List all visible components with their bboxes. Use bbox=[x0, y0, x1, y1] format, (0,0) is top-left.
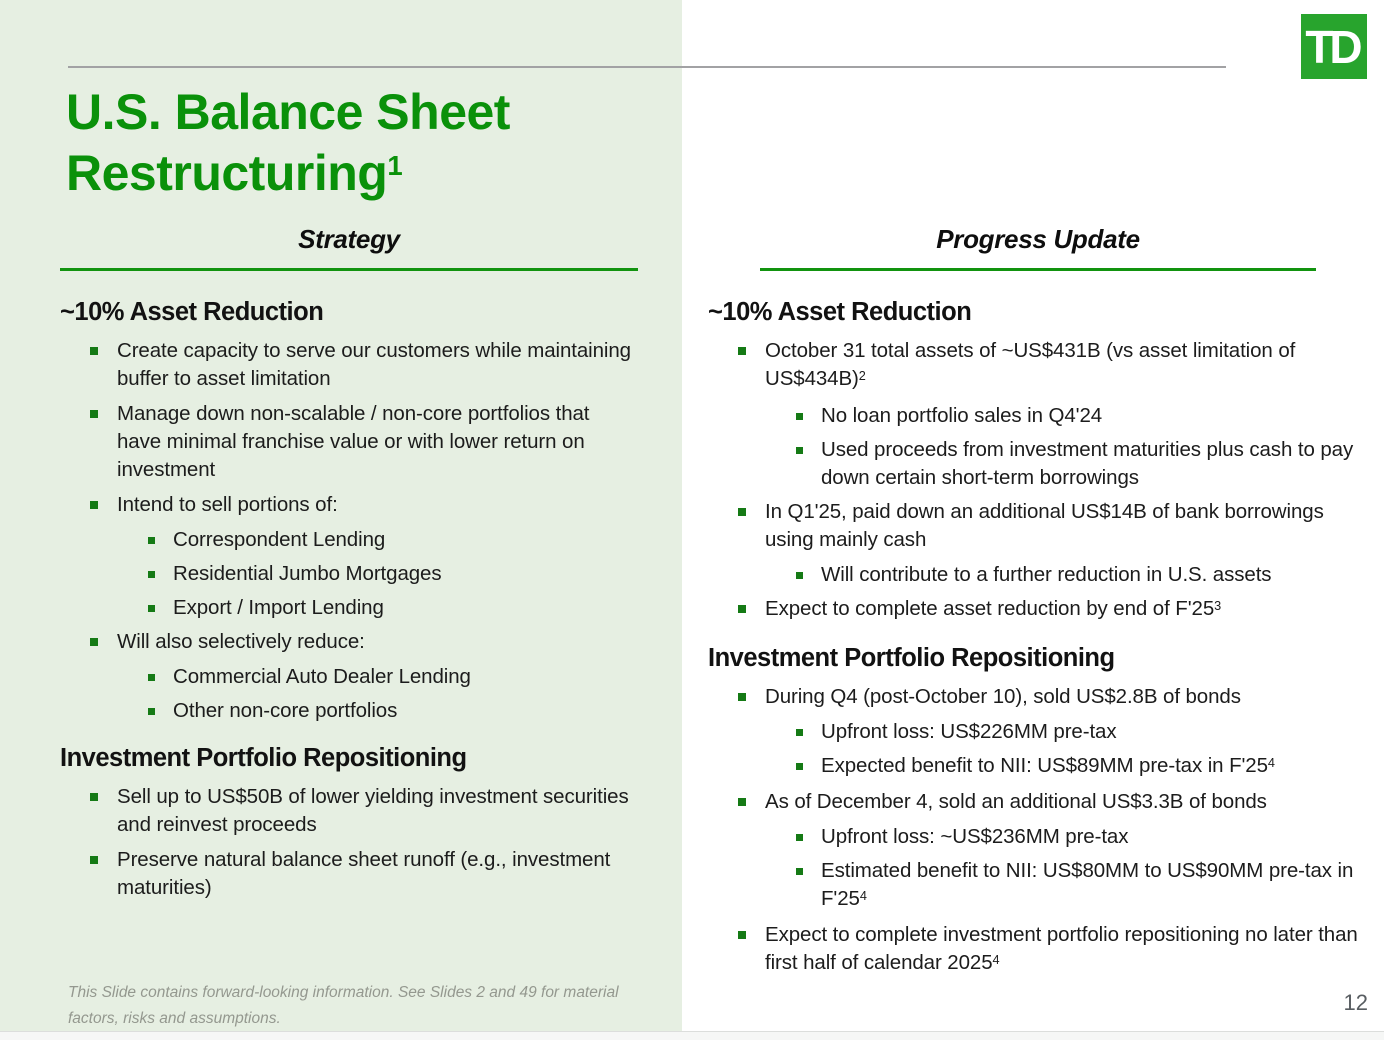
bullet-square-icon bbox=[796, 447, 803, 454]
bullet-text: Commercial Auto Dealer Lending bbox=[173, 665, 471, 688]
bullet-item bbox=[60, 846, 638, 902]
section-heading: ~10% Asset Reduction bbox=[60, 298, 324, 326]
bullet-text: Upfront loss: US$226MM pre-tax bbox=[821, 720, 1117, 743]
bullet-square-icon bbox=[148, 537, 155, 544]
bullet-item bbox=[60, 560, 638, 588]
bullet-text: Export / Import Lending bbox=[173, 596, 384, 619]
bullet-square-icon bbox=[90, 793, 98, 801]
progress-column-body bbox=[708, 271, 1358, 979]
bullet-text: October 31 total assets of ~US$431B (vs asset limitation of US$434B)$^2$ bbox=[765, 339, 1296, 390]
bullet-square-icon bbox=[90, 856, 98, 864]
bullet-text: Other non-core portfolios bbox=[173, 699, 398, 722]
bullet-item bbox=[708, 683, 1358, 711]
footnote-marker: 4 bbox=[992, 951, 1000, 967]
bullet-item bbox=[60, 337, 638, 393]
bullet-text: Preserve natural balance sheet runoff (e.g., investment maturities) bbox=[117, 848, 611, 899]
progress-header-block bbox=[760, 222, 1316, 271]
bullet-square-icon bbox=[796, 763, 803, 770]
section-heading: Investment Portfolio Repositioning bbox=[60, 744, 467, 772]
footnote-marker: 3 bbox=[1214, 597, 1222, 613]
bullet-square-icon bbox=[90, 347, 98, 355]
bullet-square-icon bbox=[148, 674, 155, 681]
bullet-item bbox=[708, 788, 1358, 816]
bullet-item bbox=[708, 718, 1358, 746]
bullet-item bbox=[708, 436, 1358, 492]
page-title bbox=[66, 82, 510, 211]
strategy-column-header: Strategy bbox=[298, 224, 400, 254]
bullet-text: Correspondent Lending bbox=[173, 528, 386, 551]
progress-column bbox=[708, 222, 1358, 986]
bullet-item bbox=[60, 783, 638, 839]
bullet-square-icon bbox=[738, 931, 746, 939]
bullet-square-icon bbox=[796, 572, 803, 579]
bullet-text: Upfront loss: ~US$236MM pre-tax bbox=[821, 825, 1129, 848]
bullet-item bbox=[708, 857, 1358, 915]
bullet-square-icon bbox=[738, 798, 746, 806]
bullet-item bbox=[708, 337, 1358, 395]
bullet-item bbox=[60, 491, 638, 519]
bullet-text: As of December 4, sold an additional US$3.3B of bonds bbox=[765, 790, 1267, 813]
bullet-square-icon bbox=[738, 605, 746, 613]
bullet-text: In Q1'25, paid down an additional US$14B of bank borrowings using mainly cash bbox=[765, 500, 1324, 551]
bullet-text: Will contribute to a further reduction in U.S. assets bbox=[821, 563, 1272, 586]
page-title-line1: U.S. Balance Sheet bbox=[66, 84, 510, 140]
bullet-text: Expected benefit to NII: US$89MM pre-tax in $F'25^4$ bbox=[821, 754, 1275, 777]
bullet-square-icon bbox=[148, 708, 155, 715]
bullet-item bbox=[60, 526, 638, 554]
slide-bottom-edge bbox=[0, 1031, 1384, 1040]
bullet-square-icon bbox=[148, 571, 155, 578]
bullet-square-icon bbox=[90, 501, 98, 509]
section-heading: Investment Portfolio Repositioning bbox=[708, 644, 1115, 672]
bullet-text: Expect to complete investment portfolio repositioning no later than first half of calendar 2025$^4$ bbox=[765, 923, 1358, 974]
bullet-item bbox=[60, 697, 638, 725]
bullet-text: Manage down non-scalable / non-core portfolios that have minimal franchise value or with lower return on investment bbox=[117, 402, 590, 481]
strategy-column-body bbox=[60, 271, 638, 902]
bullet-square-icon bbox=[796, 413, 803, 420]
bullet-square-icon bbox=[90, 410, 98, 418]
bullet-text: No loan portfolio sales in Q4'24 bbox=[821, 404, 1103, 427]
bullet-item bbox=[708, 752, 1358, 782]
td-logo bbox=[1301, 14, 1367, 79]
bullet-text: During Q4 (post-October 10), sold US$2.8B of bonds bbox=[765, 685, 1241, 708]
bullet-square-icon bbox=[738, 693, 746, 701]
bullet-square-icon bbox=[738, 347, 746, 355]
strategy-header-block bbox=[60, 222, 638, 271]
progress-column-header: Progress Update bbox=[936, 224, 1140, 254]
bullet-item bbox=[708, 823, 1358, 851]
forward-looking-disclaimer: This Slide contains forward-looking information. See Slides 2 and 49 for material factors, risks and assumptions. bbox=[68, 984, 619, 1027]
bullet-item bbox=[60, 628, 638, 656]
bullet-item bbox=[708, 921, 1358, 979]
footnote-marker: 2 bbox=[858, 367, 866, 383]
bullet-item bbox=[60, 400, 638, 484]
header-divider bbox=[68, 66, 1226, 68]
footnote-marker: 4 bbox=[1267, 754, 1275, 770]
bullet-item bbox=[708, 561, 1358, 589]
bullet-item bbox=[60, 663, 638, 691]
page-number: 12 bbox=[1343, 990, 1368, 1015]
bullet-text: Expect to complete asset reduction by end of $F'25^3$ bbox=[765, 597, 1222, 620]
bullet-item bbox=[708, 498, 1358, 554]
bullet-square-icon bbox=[738, 508, 746, 516]
bullet-square-icon bbox=[796, 868, 803, 875]
section-heading: ~10% Asset Reduction bbox=[708, 298, 972, 326]
bullet-square-icon bbox=[148, 605, 155, 612]
bullet-text: Sell up to US$50B of lower yielding investment securities and reinvest proceeds bbox=[117, 785, 629, 836]
td-logo-text: TD bbox=[1305, 20, 1359, 73]
bullet-square-icon bbox=[796, 834, 803, 841]
bullet-text: Intend to sell portions of: bbox=[117, 493, 338, 516]
bullet-item bbox=[60, 594, 638, 622]
bullet-item bbox=[708, 595, 1358, 625]
page-title-line2: Restructuring bbox=[66, 145, 388, 201]
bullet-text: Used proceeds from investment maturities plus cash to pay down certain short-term borrowings bbox=[821, 438, 1354, 489]
strategy-column bbox=[60, 222, 638, 909]
footnote-marker: 4 bbox=[859, 887, 867, 903]
bullet-item bbox=[708, 402, 1358, 430]
bullet-text: Will also selectively reduce: bbox=[117, 630, 365, 653]
bullet-square-icon bbox=[796, 729, 803, 736]
title-footnote-marker: 1 bbox=[387, 149, 403, 181]
bullet-text: Estimated benefit to NII: US$80MM to US$90MM pre-tax in $F'25^4$ bbox=[821, 859, 1354, 910]
bullet-text: Residential Jumbo Mortgages bbox=[173, 562, 442, 585]
bullet-text: Create capacity to serve our customers while maintaining buffer to asset limitation bbox=[117, 339, 631, 390]
bullet-square-icon bbox=[90, 638, 98, 646]
